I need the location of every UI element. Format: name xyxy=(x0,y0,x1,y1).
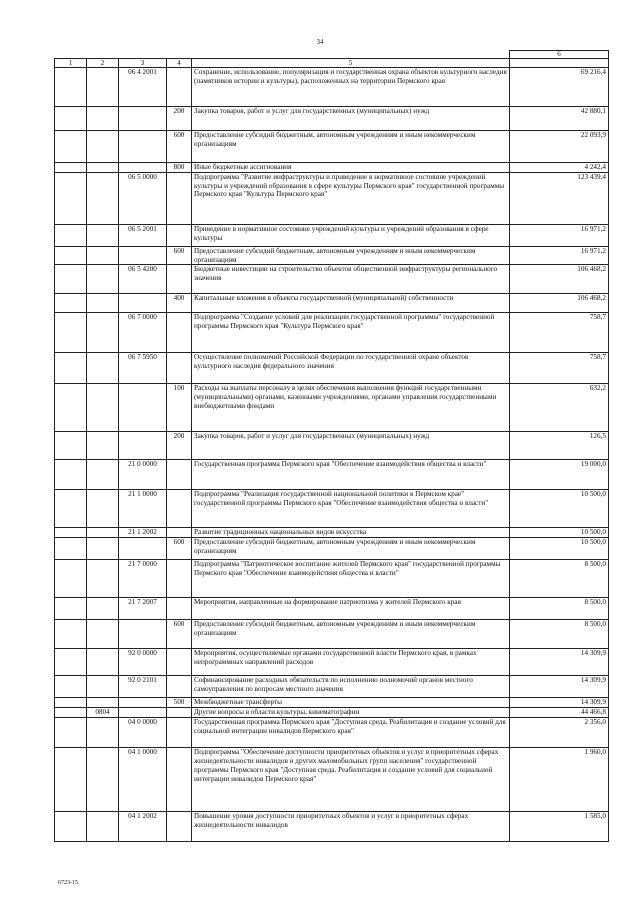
cell-col1 xyxy=(55,528,87,538)
cell-target-article xyxy=(119,384,167,432)
cell-name: Развитие традиционных национальных видов искусства xyxy=(192,528,510,538)
cell-col1 xyxy=(55,812,87,842)
budget-table-body xyxy=(55,51,609,842)
cell-target-article: 06 5 2001 xyxy=(119,224,167,246)
cell-amount: 8 500,0 xyxy=(510,560,609,598)
cell-amount: 106 468,2 xyxy=(510,294,609,313)
cell-name: Осуществление полномочий Российской Федерации по государственной охране объектов культурного наследия федерального значения xyxy=(192,353,510,384)
cell-col1 xyxy=(55,432,87,460)
cell-target-article: 06 5 4200 xyxy=(119,265,167,294)
cell-target-article: 04 1 0000 xyxy=(119,748,167,812)
cell-target-article: 21 1 0000 xyxy=(119,490,167,528)
cell-amount: 758,7 xyxy=(510,313,609,353)
cell-col1 xyxy=(55,172,87,224)
cell-name: Подпрограмма "Обеспечение доступности приоритетных объектов и услуг в приоритетных сферах жизнедеятельности инвалидов и других маломобильных групп населения" государственной программы Пермского края "Доступная среда. Реабилитация и создание условий для социальной интеграции инвалидов Пермского края" xyxy=(192,748,510,812)
cell-section xyxy=(87,460,119,490)
table-row xyxy=(55,172,609,224)
cell-section xyxy=(87,676,119,698)
cell-section xyxy=(87,620,119,649)
cell-amount: 10 500,0 xyxy=(510,528,609,538)
cell-col1 xyxy=(55,560,87,598)
cell-name: Подпрограмма "Развитие инфраструктуры и приведение в нормативное состояние учреждений культуры и учреждений образования в сфере культуры Пермского края" государственной программы Пермского края "Культура Пермского края" xyxy=(192,172,510,224)
cell-expense-type: 500 xyxy=(167,698,192,708)
cell-section xyxy=(87,698,119,708)
cell-expense-type: 100 xyxy=(167,384,192,432)
cell-target-article xyxy=(119,708,167,718)
table-row xyxy=(55,708,609,718)
cell-name: Предоставление субсидий бюджетным, автономным учреждениям и иным некоммерческим организациям xyxy=(192,620,510,649)
cell-target-article: 04 1 2002 xyxy=(119,812,167,842)
cell-amount: 14 309,9 xyxy=(510,698,609,708)
cell-section xyxy=(87,432,119,460)
cell-section xyxy=(87,538,119,560)
cell-section xyxy=(87,163,119,173)
table-row xyxy=(55,68,609,107)
table-row xyxy=(55,598,609,620)
page-number: 34 xyxy=(316,38,324,46)
cell-amount: 8 500,0 xyxy=(510,598,609,620)
cell-expense-type xyxy=(167,649,192,676)
cell-expense-type xyxy=(167,748,192,812)
cell-col1 xyxy=(55,107,87,131)
cell-expense-type xyxy=(167,313,192,353)
cell-name: Иные бюджетные ассигнования xyxy=(192,163,510,173)
cell-amount: 44 466,8 xyxy=(510,708,609,718)
table-row xyxy=(55,246,609,265)
cell-section xyxy=(87,68,119,107)
cell-name: Расходы на выплаты персоналу в целях обеспечения выполнения функций государственными (муниципальными) органами, казенными учреждениями, органами управления государственными внебюджетными фондами xyxy=(192,384,510,432)
cell-col1 xyxy=(55,538,87,560)
table-row xyxy=(55,718,609,748)
header-col-2: 2 xyxy=(87,59,119,68)
cell-target-article: 06 7 0000 xyxy=(119,313,167,353)
table-row xyxy=(55,698,609,708)
cell-col1 xyxy=(55,676,87,698)
cell-amount: 16 971,2 xyxy=(510,246,609,265)
cell-name: Закупка товаров, работ и услуг для государственных (муниципальных) нужд xyxy=(192,432,510,460)
cell-col1 xyxy=(55,353,87,384)
cell-section xyxy=(87,598,119,620)
cell-amount: 16 971,2 xyxy=(510,224,609,246)
table-row xyxy=(55,313,609,353)
header-col-5: 5 xyxy=(192,59,510,68)
cell-col1 xyxy=(55,460,87,490)
header-col-4: 4 xyxy=(167,59,192,68)
cell-section xyxy=(87,812,119,842)
cell-expense-type: 200 xyxy=(167,107,192,131)
table-row xyxy=(55,131,609,163)
cell-expense-type xyxy=(167,812,192,842)
cell-expense-type xyxy=(167,353,192,384)
cell-amount: 10 500,0 xyxy=(510,490,609,528)
cell-expense-type xyxy=(167,490,192,528)
cell-name: Бюджетные инвестиции на строительство объектов общественной инфраструктуры регионального значения xyxy=(192,265,510,294)
cell-col1 xyxy=(55,246,87,265)
cell-amount: 632,2 xyxy=(510,384,609,432)
cell-name: Закупка товаров, работ и услуг для государственных (муниципальных) нужд xyxy=(192,107,510,131)
cell-name: Повышение уровня доступности приоритетных объектов и услуг в приоритетных сферах жизнедеятельности инвалидов xyxy=(192,812,510,842)
cell-expense-type xyxy=(167,224,192,246)
cell-target-article: 92 0 2101 xyxy=(119,676,167,698)
cell-expense-type: 600 xyxy=(167,131,192,163)
cell-section xyxy=(87,172,119,224)
cell-name: Сохранение, использование, популяризация и государственная охрана объектов культурного наследия (памятников истории и культуры), расположенных на территории Пермского края xyxy=(192,68,510,107)
cell-section xyxy=(87,748,119,812)
cell-name: Мероприятия, направленные на формирование патриотизма у жителей Пермского края xyxy=(192,598,510,620)
cell-target-article: 92 0 0000 xyxy=(119,649,167,676)
cell-expense-type: 800 xyxy=(167,163,192,173)
cell-expense-type: 400 xyxy=(167,294,192,313)
cell-name: Капитальные вложения в объекты государственной (муниципальной) собственности xyxy=(192,294,510,313)
cell-col1 xyxy=(55,620,87,649)
cell-name: Межбюджетные трансферты xyxy=(192,698,510,708)
cell-section: 0804 xyxy=(87,708,119,718)
cell-expense-type xyxy=(167,560,192,598)
cell-expense-type: 600 xyxy=(167,246,192,265)
cell-name: Мероприятия, осуществляемые органами государственной власти Пермского края, в рамках непрограммных направлений расходов xyxy=(192,649,510,676)
cell-col1 xyxy=(55,698,87,708)
table-row xyxy=(55,812,609,842)
cell-expense-type: 600 xyxy=(167,620,192,649)
table-row xyxy=(55,676,609,698)
cell-section xyxy=(87,224,119,246)
table-row xyxy=(55,353,609,384)
cell-section xyxy=(87,353,119,384)
cell-target-article xyxy=(119,432,167,460)
table-row xyxy=(55,490,609,528)
header-col-1: 1 xyxy=(55,59,87,68)
cell-section xyxy=(87,384,119,432)
table-row xyxy=(55,748,609,812)
cell-expense-type xyxy=(167,676,192,698)
header-row xyxy=(55,59,609,68)
cell-amount: 8 500,0 xyxy=(510,620,609,649)
table-row xyxy=(55,163,609,173)
cell-col1 xyxy=(55,748,87,812)
cell-name: Предоставление субсидий бюджетным, автономным учреждениям и иным некоммерческим организациям xyxy=(192,131,510,163)
cell-target-article: 21 7 0000 xyxy=(119,560,167,598)
cell-expense-type xyxy=(167,460,192,490)
cell-name: Государственная программа Пермского края "Доступная среда. Реабилитация и создание условий для социальной интеграции инвалидов Пермского края" xyxy=(192,718,510,748)
cell-section xyxy=(87,107,119,131)
cell-amount: 42 880,1 xyxy=(510,107,609,131)
cell-expense-type xyxy=(167,172,192,224)
header-col-3: 3 xyxy=(119,59,167,68)
cell-amount: 126,5 xyxy=(510,432,609,460)
cell-expense-type xyxy=(167,708,192,718)
cell-amount: 10 500,0 xyxy=(510,538,609,560)
cell-col1 xyxy=(55,294,87,313)
cell-expense-type xyxy=(167,528,192,538)
cell-target-article: 06 7 5950 xyxy=(119,353,167,384)
cell-target-article xyxy=(119,698,167,708)
cell-target-article: 21 1 2002 xyxy=(119,528,167,538)
cell-expense-type xyxy=(167,265,192,294)
table-row xyxy=(55,460,609,490)
cell-amount: 19 000,0 xyxy=(510,460,609,490)
cell-name: Подпрограмма "Создание условий для реализации государственной программы" государственной программы Пермского края "Культура Пермского края" xyxy=(192,313,510,353)
cell-col1 xyxy=(55,708,87,718)
cell-amount: 1 960,0 xyxy=(510,748,609,812)
header-top-row xyxy=(55,51,609,59)
cell-amount: 106 468,2 xyxy=(510,265,609,294)
cell-section xyxy=(87,294,119,313)
table-row xyxy=(55,649,609,676)
cell-expense-type xyxy=(167,598,192,620)
table-row xyxy=(55,384,609,432)
cell-name: Приведение в нормативное состояние учреждений культуры и учреждений образования в сфере культуры xyxy=(192,224,510,246)
cell-expense-type xyxy=(167,718,192,748)
cell-col1 xyxy=(55,490,87,528)
cell-name: Государственная программа Пермского края "Обеспечение взаимодействия общества и власти" xyxy=(192,460,510,490)
cell-section xyxy=(87,528,119,538)
cell-name: Предоставление субсидий бюджетным, автономным учреждениям и иным некоммерческим организациям xyxy=(192,538,510,560)
cell-name: Другие вопросы в области культуры, кинематографии xyxy=(192,708,510,718)
cell-amount: 1 585,0 xyxy=(510,812,609,842)
cell-amount: 69 216,4 xyxy=(510,68,609,107)
cell-section xyxy=(87,265,119,294)
table-row xyxy=(55,620,609,649)
cell-amount: 2 356,0 xyxy=(510,718,609,748)
cell-col1 xyxy=(55,718,87,748)
cell-name: Подпрограмма "Реализация государственной национальной политики в Пермском крае" государственной программы Пермского края "Обеспечение взаимодействия общества и власти" xyxy=(192,490,510,528)
cell-col1 xyxy=(55,384,87,432)
cell-section xyxy=(87,560,119,598)
cell-section xyxy=(87,313,119,353)
footer-code: 6723-15 xyxy=(58,880,78,886)
cell-col1 xyxy=(55,224,87,246)
cell-section xyxy=(87,718,119,748)
cell-col1 xyxy=(55,265,87,294)
table-row xyxy=(55,107,609,131)
cell-col1 xyxy=(55,313,87,353)
cell-target-article xyxy=(119,131,167,163)
cell-section xyxy=(87,246,119,265)
table-row xyxy=(55,432,609,460)
cell-target-article: 06 4 2001 xyxy=(119,68,167,107)
cell-col1 xyxy=(55,649,87,676)
cell-name: Подпрограмма "Патриотическое воспитание жителей Пермского края" государственной программы Пермского края "Обеспечение взаимодействия общества и власти" xyxy=(192,560,510,598)
cell-target-article xyxy=(119,620,167,649)
table-row xyxy=(55,265,609,294)
cell-amount: 123 439,4 xyxy=(510,172,609,224)
cell-target-article xyxy=(119,107,167,131)
table-row xyxy=(55,560,609,598)
cell-target-article: 06 5 0000 xyxy=(119,172,167,224)
cell-amount: 4 242,4 xyxy=(510,163,609,173)
cell-target-article: 21 7 2007 xyxy=(119,598,167,620)
cell-expense-type: 200 xyxy=(167,432,192,460)
header-col-6 xyxy=(510,59,609,68)
cell-amount: 14 309,9 xyxy=(510,676,609,698)
cell-target-article xyxy=(119,246,167,265)
cell-col1 xyxy=(55,68,87,107)
cell-section xyxy=(87,131,119,163)
cell-amount: 758,7 xyxy=(510,353,609,384)
cell-col1 xyxy=(55,598,87,620)
table-row xyxy=(55,294,609,313)
cell-section xyxy=(87,649,119,676)
cell-col1 xyxy=(55,131,87,163)
cell-target-article xyxy=(119,538,167,560)
cell-target-article xyxy=(119,294,167,313)
cell-expense-type xyxy=(167,68,192,107)
cell-name: Софинансирование расходных обязательств по исполнению полномочий органов местного самоуправления по вопросам местного значения xyxy=(192,676,510,698)
header-col6-top: 6 xyxy=(510,51,609,59)
cell-expense-type: 600 xyxy=(167,538,192,560)
table-row xyxy=(55,224,609,246)
cell-section xyxy=(87,490,119,528)
table-row xyxy=(55,538,609,560)
table-row xyxy=(55,528,609,538)
cell-name: Предоставление субсидий бюджетным, автономным учреждениям и иным некоммерческим организациям xyxy=(192,246,510,265)
cell-target-article: 21 0 0000 xyxy=(119,460,167,490)
cell-col1 xyxy=(55,163,87,173)
budget-table xyxy=(54,50,609,842)
cell-target-article: 04 0 0000 xyxy=(119,718,167,748)
cell-target-article xyxy=(119,163,167,173)
cell-amount: 22 093,9 xyxy=(510,131,609,163)
cell-amount: 14 309,9 xyxy=(510,649,609,676)
